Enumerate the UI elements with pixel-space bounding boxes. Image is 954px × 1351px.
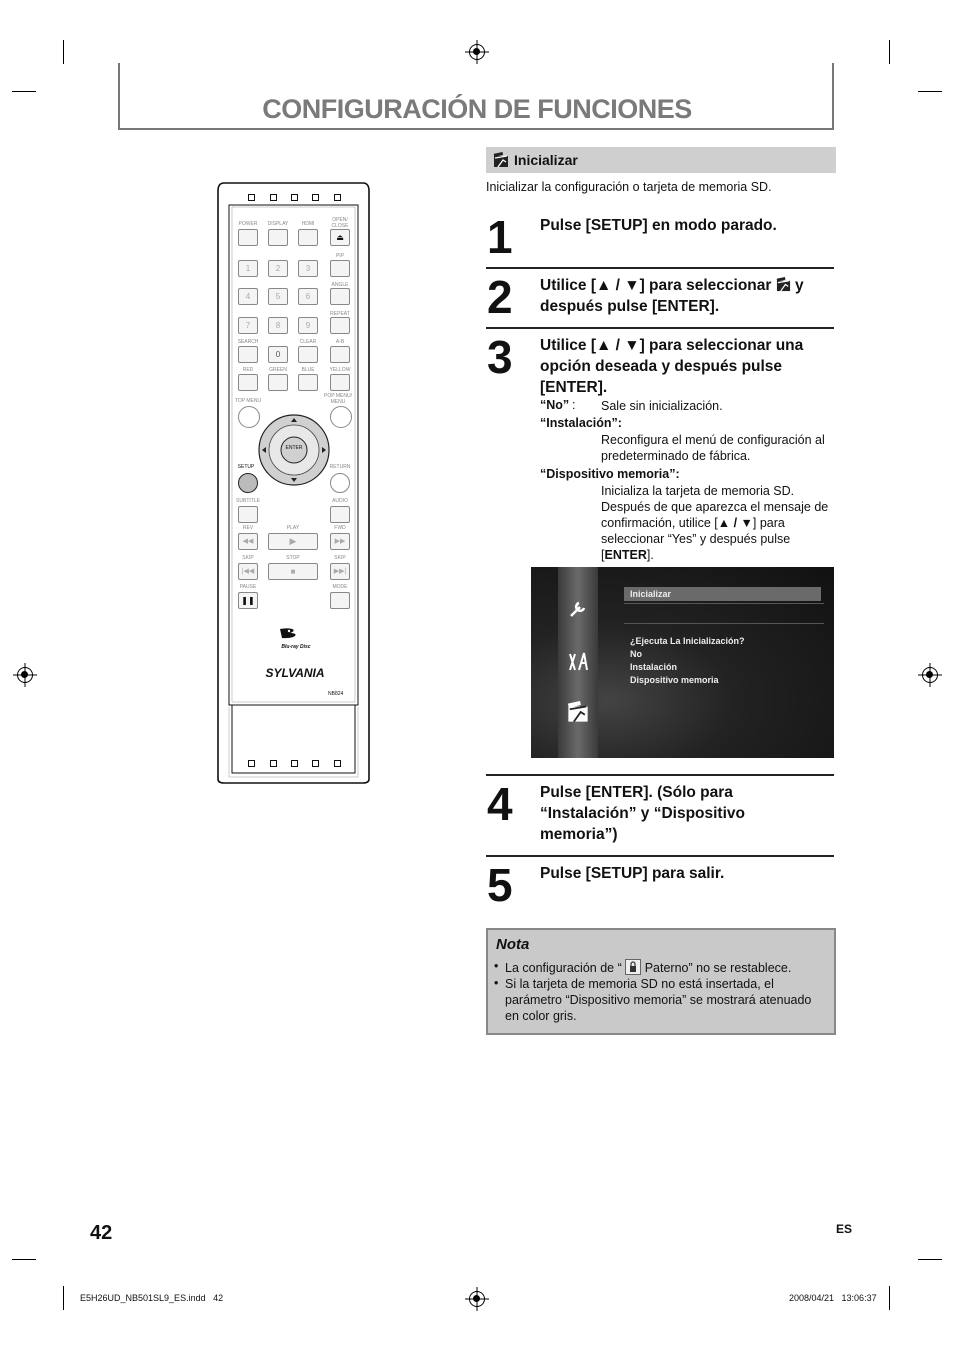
menu-divider xyxy=(624,623,824,624)
button-label: OPEN/ CLOSE xyxy=(331,217,349,229)
tools-icon xyxy=(567,650,589,672)
button-label: SEARCH xyxy=(237,339,259,345)
button-label: STOP xyxy=(286,555,300,561)
menu-option-memory-device[interactable]: Dispositivo memoria xyxy=(630,675,719,685)
button-label: SKIP xyxy=(334,555,346,561)
indicator-square xyxy=(270,760,277,767)
step-divider xyxy=(486,774,834,776)
registration-mark xyxy=(469,44,485,60)
menu-option-installation[interactable]: Instalación xyxy=(630,662,678,672)
pip-button[interactable] xyxy=(330,260,350,277)
blu-ray-logo-icon xyxy=(276,627,316,643)
display-button[interactable] xyxy=(268,229,288,246)
repeat-button[interactable] xyxy=(330,317,350,334)
crop-mark xyxy=(63,40,64,64)
clear-button[interactable] xyxy=(298,346,318,363)
note-bullet: • xyxy=(494,959,499,973)
option-text-memory-device xyxy=(601,483,837,563)
section-header xyxy=(486,147,836,173)
indicator-square xyxy=(312,194,319,201)
page-number: 42 xyxy=(90,1222,113,1244)
section-title: Inicializar xyxy=(514,152,578,168)
digit-button[interactable]: 4 xyxy=(238,288,258,305)
mode-button[interactable] xyxy=(330,592,350,609)
indicator-square xyxy=(248,760,255,767)
digit-button[interactable]: 9 xyxy=(298,317,318,334)
yellow-button[interactable] xyxy=(330,374,350,391)
option-text-installation: Reconfigura el menú de configuración al predeterminado de fábrica. xyxy=(601,433,825,463)
button-label: FWD xyxy=(334,525,346,531)
button-label: TOP MENU xyxy=(234,398,262,404)
menu-question: ¿Ejecuta La Inicialización? xyxy=(630,636,745,646)
option-colon: : xyxy=(572,398,576,412)
option-text-no: Sale sin inicialización. xyxy=(601,399,723,413)
step-number: 1 xyxy=(487,211,513,263)
registration-mark xyxy=(17,667,33,683)
skip-back-button[interactable]: |◀◀ xyxy=(238,563,258,580)
button-label: SUBTITLE xyxy=(236,498,260,504)
registration-mark xyxy=(469,1291,485,1307)
button-label: CLEAR xyxy=(299,339,317,345)
digit-button[interactable]: 1 xyxy=(238,260,258,277)
crop-mark xyxy=(63,1286,64,1310)
button-label: REPEAT xyxy=(330,311,350,317)
model-number: NB824 xyxy=(328,691,344,697)
menu-screenshot xyxy=(531,567,834,758)
audio-button[interactable] xyxy=(330,506,350,523)
step-text: Pulse [SETUP] en modo parado. xyxy=(540,217,777,234)
button-label: HDMI xyxy=(301,221,315,227)
pause-button[interactable]: ❚❚ xyxy=(238,592,258,609)
step-divider xyxy=(486,855,834,857)
note-item: Si la tarjeta de memoria SD no está insertada, el parámetro “Dispositivo memoria” se mostrará atenuado en color gris. xyxy=(505,977,812,1023)
button-label: GREEN xyxy=(269,367,287,373)
play-button[interactable]: ▶ xyxy=(268,533,318,550)
menu-option-no[interactable]: No xyxy=(630,649,642,659)
button-label: SETUP xyxy=(237,464,255,470)
blu-ray-logo-text: Blu-ray Disc xyxy=(281,644,311,650)
section-intro: Inicializar la configuración o tarjeta de memoria SD. xyxy=(486,180,772,194)
step-number: 2 xyxy=(487,271,513,323)
red-button[interactable] xyxy=(238,374,258,391)
option-label-memory-device: “Dispositivo memoria”: xyxy=(540,467,680,481)
button-label: MODE xyxy=(332,584,348,590)
indicator-square xyxy=(291,194,298,201)
indicator-square xyxy=(334,760,341,767)
crop-mark xyxy=(918,91,942,92)
registration-mark xyxy=(922,667,938,683)
menu-divider xyxy=(624,603,824,604)
step-divider xyxy=(486,267,834,269)
initialize-icon xyxy=(776,277,791,292)
angle-button[interactable] xyxy=(330,288,350,305)
option-text-part: ▲ / ▼ xyxy=(717,516,753,530)
digit-button[interactable]: 5 xyxy=(268,288,288,305)
fast-forward-button[interactable]: ▶▶ xyxy=(330,533,350,550)
note-box xyxy=(486,928,836,1035)
green-button[interactable] xyxy=(268,374,288,391)
crop-mark xyxy=(889,1286,890,1310)
subtitle-button[interactable] xyxy=(238,506,258,523)
crop-mark xyxy=(12,91,36,92)
note-title: Nota xyxy=(496,936,530,953)
button-label: POP MENU/ MENU xyxy=(324,393,352,405)
button-label: PAUSE xyxy=(239,584,257,590)
stop-button[interactable]: ■ xyxy=(268,563,318,580)
a-b-button[interactable] xyxy=(330,346,350,363)
step-text-part: Utilice [▲ / ▼] para seleccionar xyxy=(540,277,772,294)
step-text-part: después pulse [ENTER]. xyxy=(540,298,720,315)
step-text: Pulse [SETUP] para salir. xyxy=(540,865,725,882)
enter-button-label[interactable]: ENTER xyxy=(285,445,303,451)
blue-button[interactable] xyxy=(298,374,318,391)
button-label: SKIP xyxy=(242,555,254,561)
indicator-square xyxy=(270,194,277,201)
step-number: 4 xyxy=(487,778,513,830)
print-date: 2008/04/21 13:06:37 xyxy=(789,1293,877,1303)
lock-icon xyxy=(625,959,641,975)
step-divider xyxy=(486,327,834,329)
digit-button[interactable]: 0 xyxy=(268,346,288,363)
open-close-button[interactable]: ⏏ xyxy=(330,229,350,246)
language-code: ES xyxy=(836,1222,853,1236)
return-button[interactable] xyxy=(330,473,350,493)
button-label: RETURN xyxy=(329,464,351,470)
menu-title-bar: Inicializar xyxy=(624,587,821,601)
indicator-square xyxy=(312,760,319,767)
button-label: RED xyxy=(242,367,254,373)
page-title: CONFIGURACIÓN DE FUNCIONES xyxy=(262,94,692,124)
note-bullet: • xyxy=(494,976,499,990)
option-text-part: Inicializa la tarjeta de memoria SD. Después de que aparezca el mensaje de confirmación, utilice [ xyxy=(601,484,829,530)
button-label: AUDIO xyxy=(332,498,348,504)
power-button[interactable] xyxy=(238,229,258,246)
search-button[interactable] xyxy=(238,346,258,363)
crop-mark xyxy=(889,40,890,64)
button-label: DISPLAY xyxy=(267,221,289,227)
indicator-square xyxy=(334,194,341,201)
indicator-square xyxy=(291,760,298,767)
button-label: ANGLE xyxy=(331,282,349,288)
setup-button[interactable] xyxy=(238,473,258,493)
file-info: E5H26UD_NB501SL9_ES.indd 42 xyxy=(80,1293,224,1303)
step-text: Pulse [ENTER]. (Sólo para “Instalación” y “Dispositivo memoria”) xyxy=(540,784,745,843)
step-number: 3 xyxy=(487,331,513,383)
pop-menu-button[interactable] xyxy=(330,406,352,428)
digit-button[interactable]: 8 xyxy=(268,317,288,334)
button-label: A-B xyxy=(335,339,345,345)
hdmi-button[interactable] xyxy=(298,229,318,246)
button-label: YELLOW xyxy=(329,367,351,373)
remote-control xyxy=(216,181,371,785)
option-label-installation: “Instalación”: xyxy=(540,416,622,430)
initialize-icon xyxy=(493,152,509,168)
digit-button[interactable]: 2 xyxy=(268,260,288,277)
digit-button[interactable]: 7 xyxy=(238,317,258,334)
crop-mark xyxy=(12,1259,36,1260)
indicator-square xyxy=(248,194,255,201)
button-label: POWER xyxy=(238,221,258,227)
option-text-part: ]. xyxy=(646,548,654,562)
step-text: Utilice [▲ / ▼] para seleccionar una opción deseada y después pulse [ENTER]. xyxy=(540,337,804,396)
note-text-part: Paterno” no se restablece. xyxy=(644,961,792,975)
skip-forward-button[interactable]: ▶▶| xyxy=(330,563,350,580)
button-label: REV xyxy=(242,525,254,531)
note-text-part: La configuración de “ xyxy=(505,961,622,975)
step-text xyxy=(540,275,835,317)
option-label-no: “No” xyxy=(540,398,570,412)
brand-logo: SYLVANIA xyxy=(265,666,325,680)
step-number: 5 xyxy=(487,859,513,911)
button-label: PIP xyxy=(335,253,345,259)
button-label: PLAY xyxy=(286,525,300,531)
option-text-part: ENTER xyxy=(604,548,647,562)
option-text-part: ] para seleccionar “Yes” y después pulse [ xyxy=(601,516,791,562)
digit-button[interactable]: 6 xyxy=(298,288,318,305)
crop-mark xyxy=(918,1259,942,1260)
rewind-button[interactable]: ◀◀ xyxy=(238,533,258,550)
note-item xyxy=(505,959,825,976)
button-label: BLUE xyxy=(301,367,315,373)
digit-button[interactable]: 3 xyxy=(298,260,318,277)
initialize-icon xyxy=(567,701,589,723)
step-text-part: y xyxy=(795,277,804,294)
wrench-icon xyxy=(568,599,588,619)
